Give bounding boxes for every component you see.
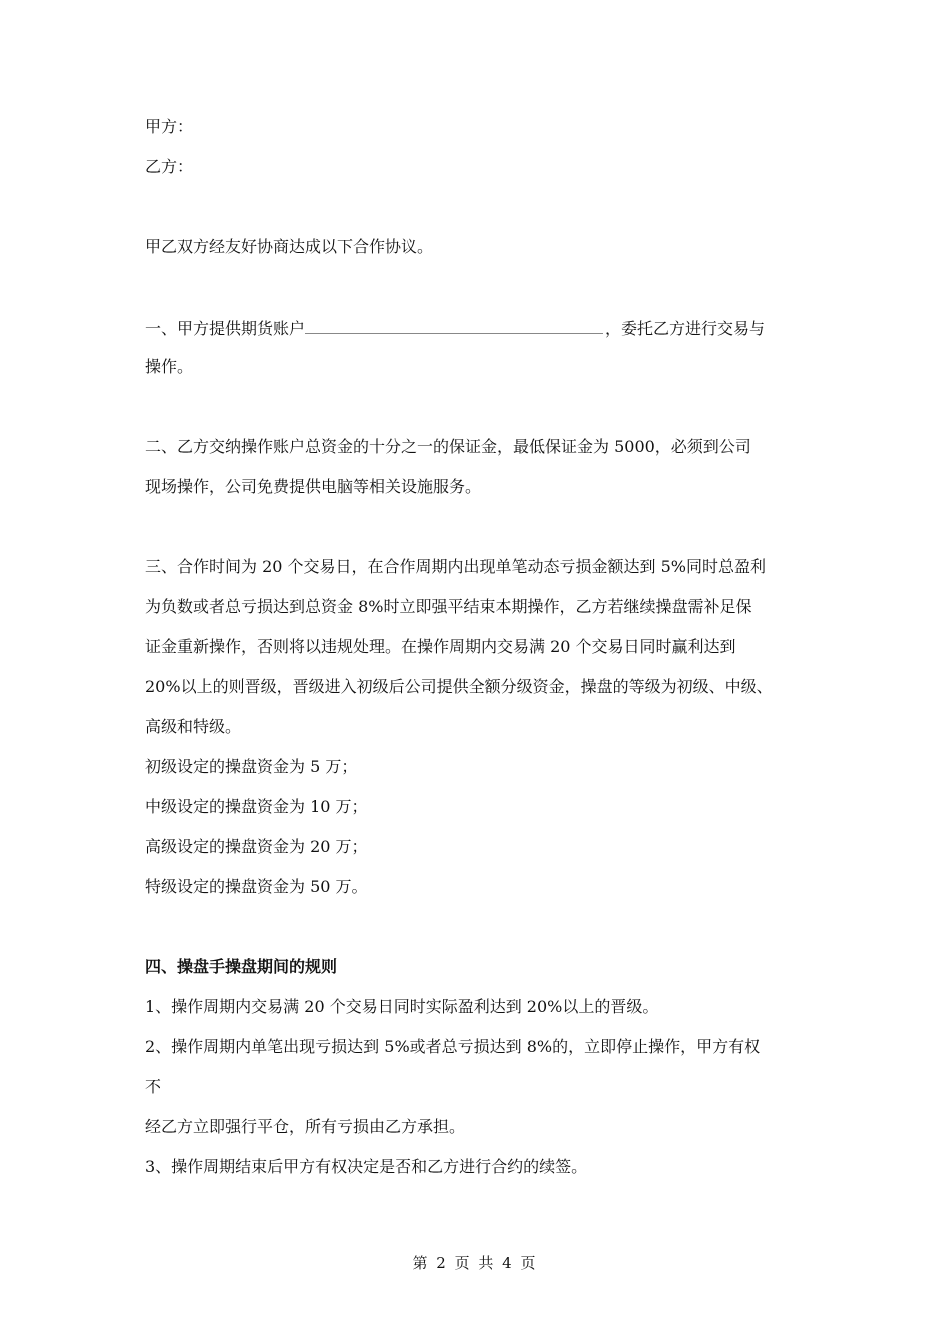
rule-3: 3、操作周期结束后甲方有权决定是否和乙方进行合约的续签。 [145, 1157, 588, 1176]
rule-1: 1、操作周期内交易满 20 个交易日同时实际盈利达到 20%以上的晋级。 [145, 997, 659, 1016]
account-blank-field[interactable] [305, 315, 603, 334]
section-4-title: 四、操盘手操盘期间的规则 [145, 957, 338, 976]
section-3-line-3: 证金重新操作，否则将以违规处理。在操作周期内交易满 20 个交易日同时赢利达到 [145, 637, 736, 656]
rule-2-line-2: 不 [145, 1077, 162, 1096]
section-3-line-2: 为负数或者总亏损达到总资金 8%时立即强平结束本期操作，乙方若继续操盘需补足保 [145, 597, 752, 616]
party-b-label: 乙方： [145, 157, 194, 176]
rule-2-line-1: 2、操作周期内单笔出现亏损达到 5%或者总亏损达到 8%的，立即停止操作，甲方有权 [145, 1037, 761, 1056]
level-junior: 初级设定的操盘资金为 5 万； [145, 757, 358, 776]
level-intermediate: 中级设定的操盘资金为 10 万； [145, 797, 368, 816]
section-1-line-2: 操作。 [145, 357, 194, 376]
section-1-text-before: 一、甲方提供期货账户 [145, 319, 306, 338]
rule-2-line-3: 经乙方立即强行平仓，所有亏损由乙方承担。 [145, 1117, 466, 1136]
section-1-line-1 [145, 315, 765, 341]
section-3-line-4: 20%以上的则晋级，晋级进入初级后公司提供全额分级资金，操盘的等级为初级、中级、 [145, 677, 773, 696]
section-2-line-2: 现场操作，公司免费提供电脑等相关设施服务。 [145, 477, 482, 496]
section-3-line-1: 三、合作时间为 20 个交易日，在合作周期内出现单笔动态亏损金额达到 5%同时总盈利 [145, 557, 767, 576]
page-number-footer: 第 2 页 共 4 页 [412, 1254, 538, 1272]
level-special: 特级设定的操盘资金为 50 万。 [145, 877, 368, 896]
level-senior: 高级设定的操盘资金为 20 万； [145, 837, 368, 856]
section-2-line-1: 二、乙方交纳操作账户总资金的十分之一的保证金，最低保证金为 5000，必须到公司 [145, 437, 751, 456]
section-3-line-5: 高级和特级。 [145, 717, 242, 736]
section-1-text-after: ，委托乙方进行交易与 [605, 319, 766, 338]
party-a-label: 甲方： [145, 117, 194, 136]
intro-paragraph: 甲乙双方经友好协商达成以下合作协议。 [145, 237, 434, 256]
